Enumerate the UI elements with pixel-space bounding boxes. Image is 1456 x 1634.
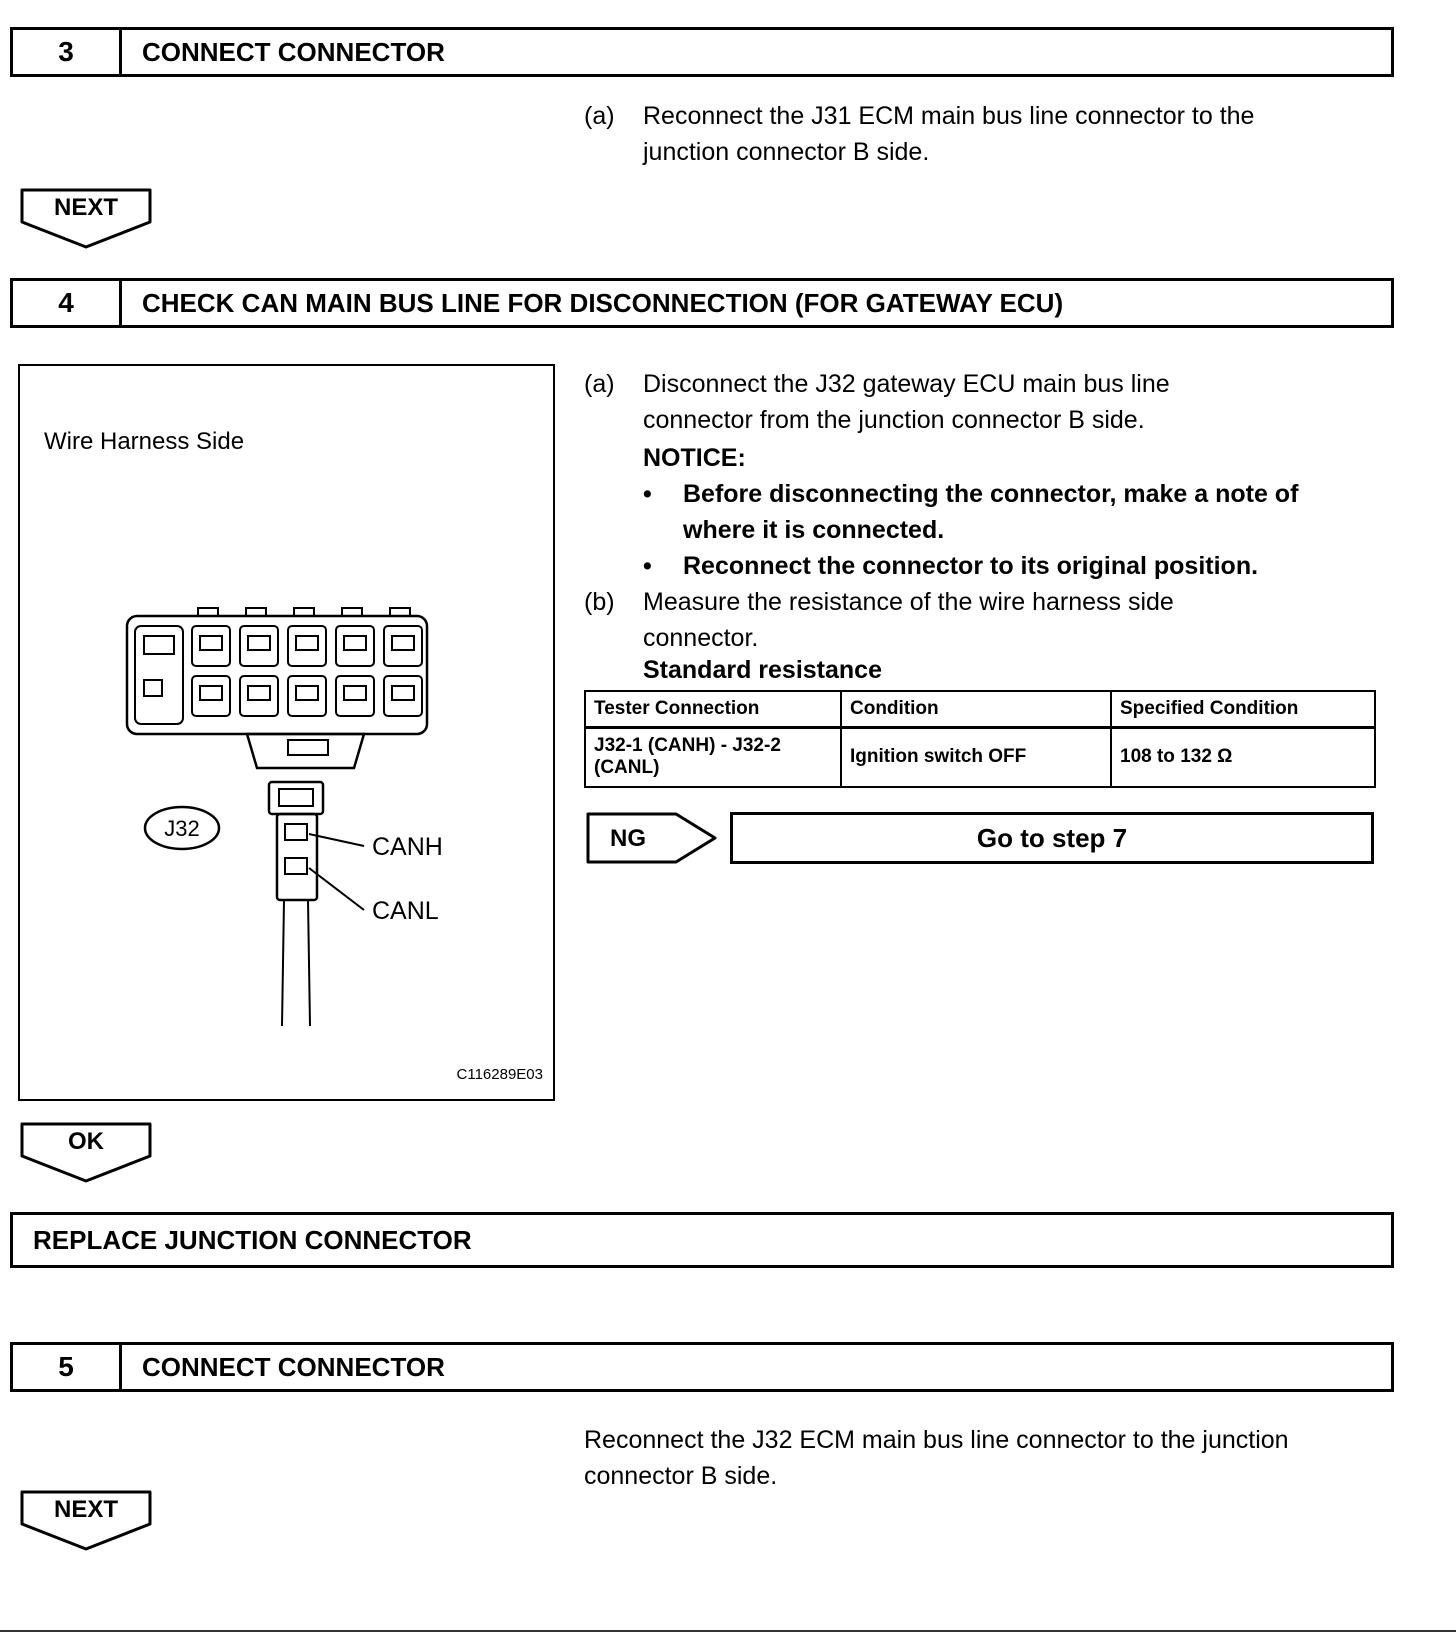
list-marker-b: (b) (584, 588, 615, 616)
notice-bullet-2 (643, 548, 1383, 584)
canh-label: CANH (372, 833, 443, 861)
standard-resistance-heading: Standard resistance (643, 656, 882, 684)
table-row (585, 727, 1375, 787)
header-condition: Condition (841, 691, 1111, 727)
connector-diagram (32, 606, 537, 1036)
j32-oval-label: J32 (164, 816, 200, 841)
list-marker-a: (a) (584, 102, 615, 130)
step4-header-bar (10, 278, 1394, 328)
notice-heading: NOTICE: (643, 444, 746, 472)
step3-item-a (584, 98, 1343, 170)
replace-junction-bar: REPLACE JUNCTION CONNECTOR (10, 1212, 1394, 1268)
cell-specified-condition: 108 to 132 Ω (1111, 727, 1375, 787)
list-marker-a: (a) (584, 370, 615, 398)
next-arrow-label: NEXT (53, 194, 119, 221)
next-arrow-label: NEXT (53, 1496, 119, 1523)
table-header-row (585, 691, 1375, 727)
ok-arrow-label: OK (68, 1128, 104, 1155)
step4-title: CHECK CAN MAIN BUS LINE FOR DISCONNECTION (FOR GATEWAY ECU) (142, 287, 1064, 318)
step4-item-a-text: Disconnect the J32 gateway ECU main bus line connector from the junction connector B side. (643, 370, 1170, 434)
resistance-table (584, 690, 1376, 788)
notice-bullet-1 (643, 476, 1333, 548)
step3-title: CONNECT CONNECTOR (142, 36, 445, 67)
step5-header-bar (10, 1342, 1394, 1392)
cell-tester-connection: J32-1 (CANH) - J32-2 (CANL) (585, 727, 841, 787)
header-tester-connection: Tester Connection (585, 691, 841, 727)
ng-arrow-label: NG (610, 825, 646, 852)
step4-item-a (584, 366, 1253, 438)
bullet-icon: • (643, 480, 652, 508)
next-arrow (16, 1488, 156, 1554)
figure-code: C116289E03 (456, 1066, 543, 1083)
next-arrow (16, 186, 156, 252)
step3-item-a-text: Reconnect the J31 ECM main bus line connector to the junction connector B side. (643, 102, 1255, 166)
cell-condition: Ignition switch OFF (841, 727, 1111, 787)
notice-bullet-1-text: Before disconnecting the connector, make a note of where it is connected. (683, 480, 1299, 544)
canl-label: CANL (372, 897, 439, 925)
step4-number: 4 (13, 281, 122, 325)
step5-title: CONNECT CONNECTOR (142, 1351, 445, 1382)
figure-caption: Wire Harness Side (44, 428, 245, 455)
notice-bullet-2-text: Reconnect the connector to its original position. (683, 552, 1259, 580)
step5-text: Reconnect the J32 ECM main bus line connector to the junction connector B side. (584, 1426, 1289, 1490)
page-bottom-rule (0, 1630, 1456, 1632)
ok-arrow (16, 1120, 156, 1186)
ng-arrow (584, 810, 720, 866)
step4-item-b (584, 584, 1253, 656)
step5-number: 5 (13, 1345, 122, 1389)
step4-item-b-text: Measure the resistance of the wire harness side connector. (643, 588, 1174, 652)
step5-text-block (584, 1422, 1294, 1494)
figure-panel (18, 364, 555, 1101)
header-specified-condition: Specified Condition (1111, 691, 1375, 727)
goto-step7-box: Go to step 7 (730, 812, 1374, 864)
step3-number: 3 (13, 30, 122, 74)
bullet-icon: • (643, 552, 652, 580)
step3-header-bar (10, 27, 1394, 77)
